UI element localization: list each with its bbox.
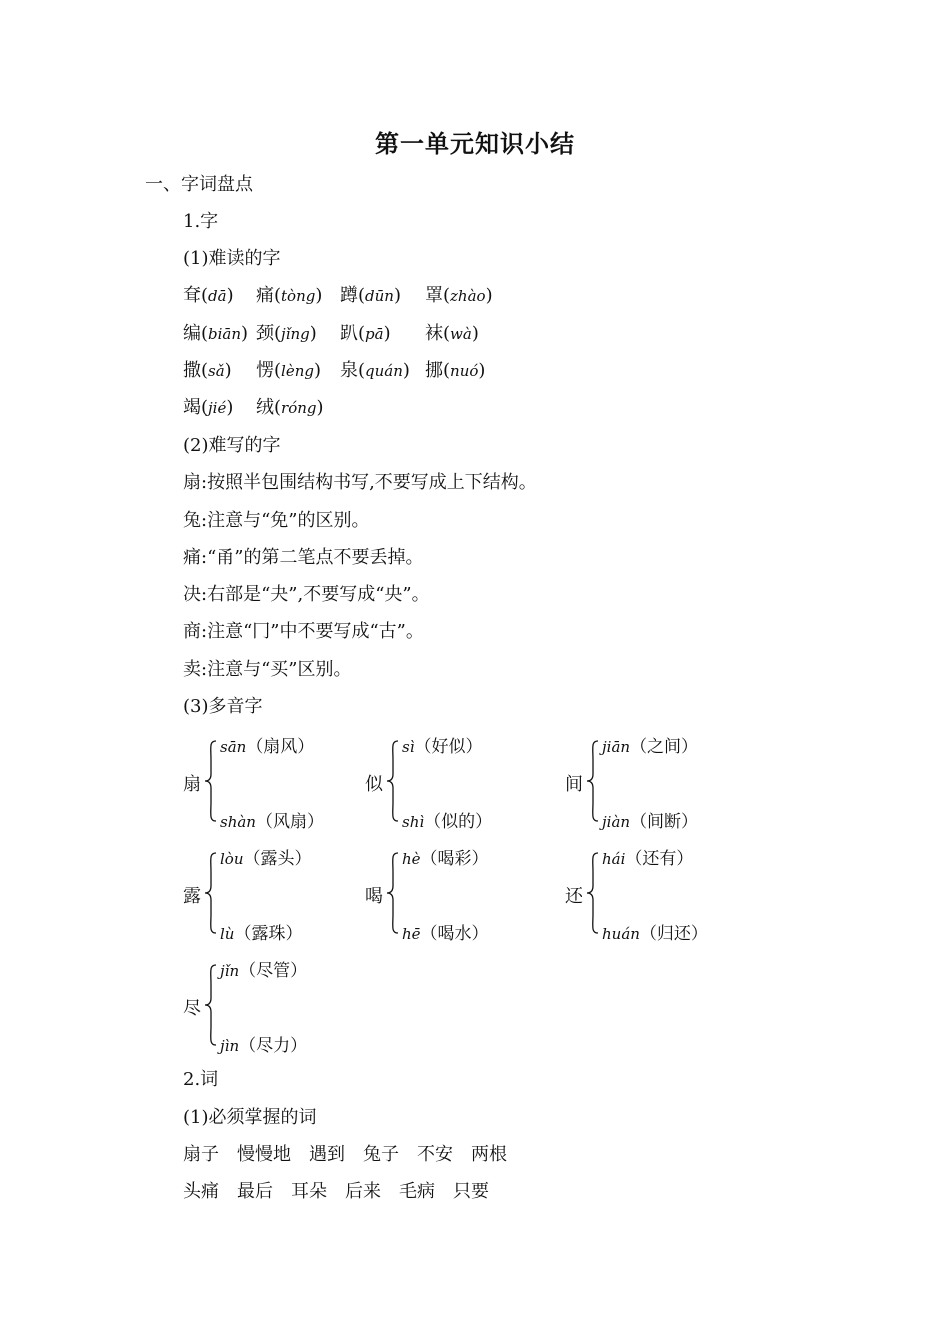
word: 只要: [453, 1181, 489, 1202]
polyphone-char: 喝: [365, 886, 383, 907]
example-word: （之间）: [630, 737, 699, 757]
hanzi: 编: [183, 323, 201, 344]
pinyin: huán: [602, 925, 640, 943]
example-word: （露珠）: [234, 924, 303, 944]
must-words-row: [183, 1143, 525, 1167]
hard-read-char: 泉(quán): [340, 360, 410, 381]
example-word: （尽管）: [239, 961, 308, 981]
pinyin: shì: [402, 813, 425, 831]
hard-write-item: 扇:按照半包围结构书写,不要写成上下结构。: [183, 472, 537, 493]
must-words-heading: (1)必须掌握的词: [183, 1107, 317, 1128]
pinyin: zhào: [450, 287, 486, 305]
pinyin: jìn: [220, 1037, 240, 1055]
pinyin: jiàn: [602, 813, 631, 831]
pinyin: hái: [602, 850, 626, 868]
pinyin: jiān: [602, 738, 631, 756]
hard-write-item: 痛:“甬”的第二笔点不要丢掉。: [183, 547, 424, 568]
polyphone-reading: [220, 844, 312, 869]
polyphone-char: 间: [565, 774, 583, 795]
pinyin: quán: [365, 362, 403, 380]
pinyin: dā: [208, 287, 227, 305]
word: 毛病: [399, 1181, 435, 1202]
hard-read-char: 挪(nuó): [425, 360, 486, 381]
polyphone-reading: [220, 1031, 307, 1056]
pinyin: pā: [365, 325, 384, 343]
example-word: （还有）: [625, 849, 694, 869]
hanzi: 绒: [256, 397, 274, 418]
pinyin: jǐng: [281, 325, 310, 343]
pinyin: hè: [402, 850, 421, 868]
pinyin: lèng: [281, 362, 314, 380]
pinyin: tòng: [281, 287, 316, 305]
hard-read-char: 痛(tòng): [256, 285, 323, 306]
word: 最后: [237, 1181, 273, 1202]
page-title: 第一单元知识小结: [375, 129, 575, 158]
brace-icon: [204, 852, 218, 934]
polyphone-reading: [602, 844, 693, 869]
hard-read-char: 耷(dā): [183, 285, 234, 306]
brace-icon: [204, 740, 218, 822]
example-word: （间断）: [630, 812, 699, 832]
pinyin: nuó: [450, 362, 479, 380]
word: 慢慢地: [237, 1144, 291, 1165]
pinyin: lù: [220, 925, 235, 943]
hard-read-char: 颈(jǐng): [256, 323, 317, 344]
word: 两根: [471, 1144, 507, 1165]
brace-icon: [204, 964, 218, 1046]
example-word: （扇风）: [246, 737, 315, 757]
hanzi: 袜: [425, 323, 443, 344]
section-heading: 一、字词盘点: [145, 174, 253, 195]
polyphone-reading: [402, 807, 492, 832]
polyphone-char: 还: [565, 886, 583, 907]
pinyin: sǎ: [208, 362, 225, 380]
polyphone-heading: (3)多音字: [183, 696, 263, 717]
pinyin: jǐn: [220, 962, 240, 980]
pinyin: sì: [402, 738, 415, 756]
word: 后来: [345, 1181, 381, 1202]
hanzi: 痛: [256, 285, 274, 306]
must-words-row: [183, 1180, 507, 1204]
polyphone-reading: [402, 732, 483, 757]
example-word: （喝彩）: [420, 849, 489, 869]
polyphone-reading: [602, 807, 698, 832]
hard-read-char: 绒(róng): [256, 397, 324, 418]
example-word: （风扇）: [255, 812, 324, 832]
brace-icon: [386, 852, 400, 934]
brace-icon: [586, 852, 600, 934]
pinyin: jié: [208, 399, 227, 417]
polyphone-reading: [602, 732, 698, 757]
hanzi: 泉: [340, 360, 358, 381]
hard-read-char: 愣(lèng): [256, 360, 321, 381]
hard-read-char: 竭(jié): [183, 397, 234, 418]
hanzi: 撒: [183, 360, 201, 381]
pinyin: sān: [220, 738, 247, 756]
pinyin: róng: [281, 399, 317, 417]
pinyin: biān: [208, 325, 242, 343]
hanzi: 耷: [183, 285, 201, 306]
hard-write-item: 兔:注意与“免”的区别。: [183, 510, 370, 531]
hanzi: 愣: [256, 360, 274, 381]
hanzi: 罩: [425, 285, 443, 306]
polyphone-char: 似: [365, 774, 383, 795]
hanzi: 挪: [425, 360, 443, 381]
hard-read-heading: (1)难读的字: [183, 248, 281, 269]
polyphone-reading: [402, 919, 489, 944]
pinyin: lòu: [220, 850, 244, 868]
subsection-char: 1.字: [183, 211, 219, 232]
hanzi: 趴: [340, 323, 358, 344]
example-word: （露头）: [243, 849, 312, 869]
pinyin: wà: [450, 325, 472, 343]
hard-read-char: 编(biān): [183, 323, 249, 344]
example-word: （好似）: [414, 737, 483, 757]
polyphone-reading: [220, 807, 324, 832]
hard-write-item: 决:右部是“夬”,不要写成“央”。: [183, 584, 430, 605]
polyphone-reading: [220, 919, 302, 944]
pinyin: dūn: [365, 287, 394, 305]
polyphone-char: 尽: [183, 998, 201, 1019]
pinyin: shàn: [220, 813, 256, 831]
hard-write-item: 卖:注意与“买”区别。: [183, 659, 352, 680]
polyphone-char: 露: [183, 886, 201, 907]
pinyin: hē: [402, 925, 421, 943]
hard-write-item: 商:注意“冂”中不要写成“古”。: [183, 621, 424, 642]
hard-write-heading: (2)难写的字: [183, 435, 281, 456]
hard-read-char: 罩(zhào): [425, 285, 493, 306]
hanzi: 颈: [256, 323, 274, 344]
polyphone-reading: [602, 919, 708, 944]
hanzi: 蹲: [340, 285, 358, 306]
hanzi: 竭: [183, 397, 201, 418]
hard-read-char: 撒(sǎ): [183, 360, 232, 381]
hard-read-char: 袜(wà): [425, 323, 479, 344]
brace-icon: [386, 740, 400, 822]
polyphone-reading: [402, 844, 489, 869]
example-word: （喝水）: [420, 924, 489, 944]
hard-read-char: 蹲(dūn): [340, 285, 401, 306]
word: 耳朵: [291, 1181, 327, 1202]
word: 扇子: [183, 1144, 219, 1165]
example-word: （尽力）: [239, 1036, 308, 1056]
example-word: （归还）: [639, 924, 708, 944]
word: 头痛: [183, 1181, 219, 1202]
subsection-word: 2.词: [183, 1069, 219, 1090]
polyphone-char: 扇: [183, 774, 201, 795]
example-word: （似的）: [424, 812, 493, 832]
hard-read-char: 趴(pā): [340, 323, 391, 344]
polyphone-reading: [220, 732, 314, 757]
word: 兔子: [363, 1144, 399, 1165]
polyphone-reading: [220, 956, 307, 981]
word: 不安: [417, 1144, 453, 1165]
word: 遇到: [309, 1144, 345, 1165]
brace-icon: [586, 740, 600, 822]
